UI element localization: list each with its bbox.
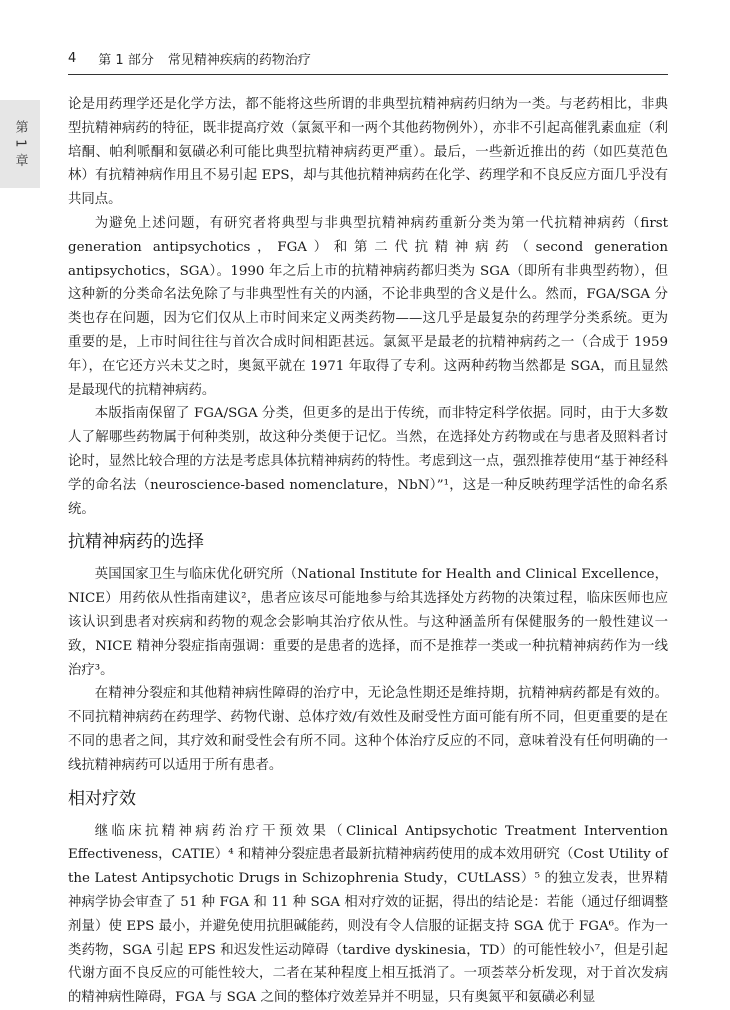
section-heading-selection: 抗精神病药的选择 xyxy=(68,532,204,553)
part-label: 第 1 部分 xyxy=(98,52,154,68)
page-body xyxy=(68,93,668,1010)
section-heading-efficacy: 相对疗效 xyxy=(68,788,136,809)
selection-paragraph-2: 在精神分裂症和其他精神病性障碍的治疗中，无论急性期还是维持期，抗精神病药都是有效的。不同抗精神病药在药理学、药物代谢、总体疗效/有效性及耐受性方面可能有所不同，但更重要的是在不同的患者之间，其疗效和耐受性会有所不同。这种个体治疗反应的不同，意味着没有任何明确的一线抗精神病药可以适用于所有患者。 xyxy=(68,686,668,773)
intro-paragraph-3: 本版指南保留了 FGA/SGA 分类，但更多的是出于传统，而非特定科学依据。同时，由于大多数人了解哪些药物属于何种类别，故这种分类便于记忆。当然，在选择处方药物或在与患者及照料者讨论时，显然比较合理的方法是考虑具体抗精神病药的特性。考虑到这一点，强烈推荐使用“基于神经科学的命名法（neuroscience-based nomenclature，NbN）”¹，这是一种反映药理学活性的命名系统。 xyxy=(68,406,668,517)
running-header xyxy=(68,48,668,68)
chapter-side-tab xyxy=(0,100,40,188)
intro-paragraph-1: 论是用药理学还是化学方法，都不能将这些所谓的非典型抗精神病药归纳为一类。与老药相比，非典型抗精神病药的特征，既非提高疗效（氯氮平和一两个其他药物例外），亦非不引起高催乳素血症（利培酮、帕利哌酮和氨磺必利可能比典型抗精神病药更严重）。最后，一些新近推出的药（如匹莫范色林）有抗精神病作用且不易引起 EPS，却与其他抗精神病药在化学、药理学和不良反应方面几乎没有共同点。 xyxy=(68,97,668,208)
chapter-tab-label: 第 1 章 xyxy=(12,120,28,168)
page-number: 4 xyxy=(68,50,77,66)
efficacy-paragraph-1: 继临床抗精神病药治疗干预效果（Clinical Antipsychotic Treatment Intervention Effectiveness，CATIE）⁴ 和精神分裂症患者最新抗精神病药使用的成本效用研究（Cost Utility of the Latest Antipsychotic Drugs in Schizophrenia Study，CUtLASS）⁵ 的独立发表，世界精神病学协会审查了 51 种 FGA 和 11 种 SGA 相对疗效的证据，得出的结论是：若能（通过仔细调整剂量）使 EPS 最小，并避免使用抗胆碱能药，则没有令人信服的证据支持 SGA 优于 FGA⁶。作为一类药物，SGA 引起 EPS 和迟发性运动障碍（tardive dyskinesia，TD）的可能性较小⁷，但是引起代谢方面不良反应的可能性较大，二者在某种程度上相互抵消了。一项荟萃分析发现，对于首次发病的精神病性障碍，FGA 与 SGA 之间的整体疗效差异并不明显，只有奥氮平和氨磺必利显 xyxy=(68,823,668,1006)
intro-paragraph-2: 为避免上述问题，有研究者将典型与非典型抗精神病药重新分类为第一代抗精神病药（first generation antipsychotics，FGA）和第二代抗精神病药（second generation antipsychotics，SGA）。1990 年之后上市的抗精神病药都归类为 SGA（即所有非典型药物），但这种新的分类命名法免除了与非典型性有关的内涵，不论非典型的含义是什么。然而，FGA/SGA 分类也存在问题，因为它们仅从上市时间来定义两类药物——这几乎是最复杂的药理学分类系统。更为重要的是，上市时间往往与首次合成时间相距甚远。氯氮平是最老的抗精神病药之一（合成于 1959 年），在它还方兴未艾之时，奥氮平就在 1971 年取得了专利。这两种药物当然都是 SGA，而且显然是最现代的抗精神病药。 xyxy=(68,215,668,398)
selection-paragraph-1: 英国国家卫生与临床优化研究所（National Institute for Health and Clinical Excellence，NICE）用药依从性指南建议²，患者应该尽可能地参与给其选择处方药物的决策过程，临床医师也应该认识到患者对疾病和药物的观念会影响其治疗依从性。与这种涵盖所有保健服务的一般性建议一致，NICE 精神分裂症指南强调：重要的是患者的选择，而不是推荐一类或一种抗精神病药作为一线治疗³。 xyxy=(68,567,668,678)
header-rule xyxy=(68,74,668,75)
part-title: 常见精神疾病的药物治疗 xyxy=(167,52,311,68)
